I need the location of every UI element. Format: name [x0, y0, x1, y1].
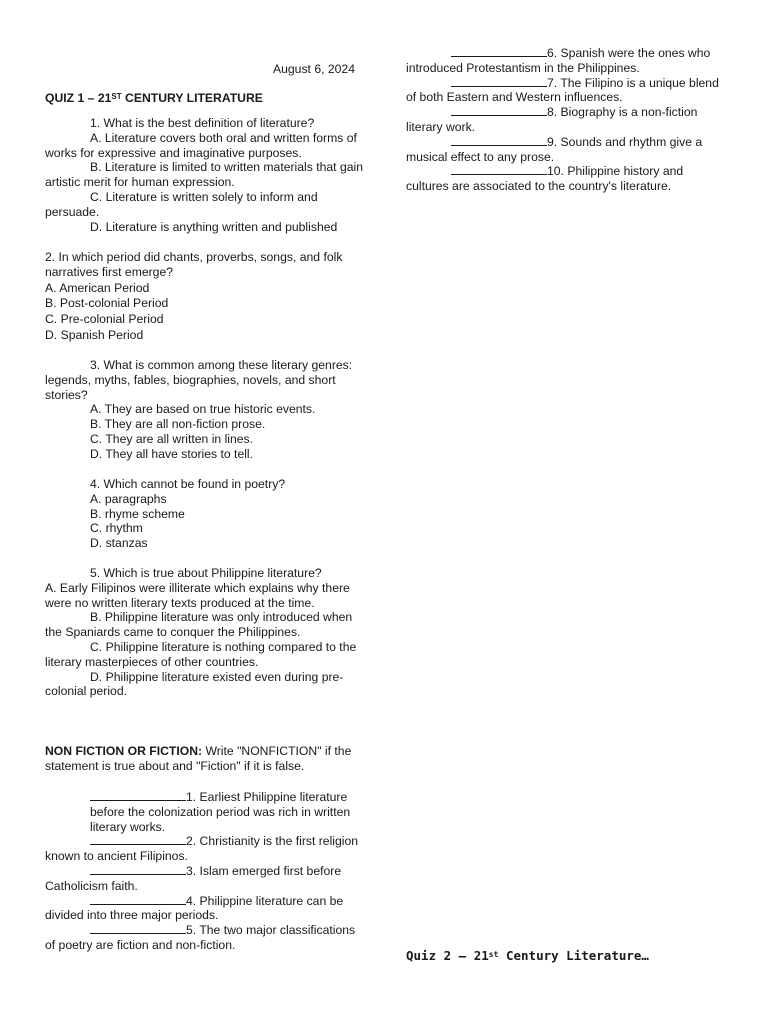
question-option: B. Philippine literature was only introduced when the Spaniards came to conquer the Philippines. [45, 610, 353, 640]
question-2 [45, 250, 363, 343]
question-3 [45, 358, 363, 462]
section-heading: NON FICTION OR FICTION: [45, 744, 203, 758]
question-option: B. Post-colonial Period [45, 296, 169, 311]
section-instructions [45, 744, 363, 774]
item-text: 2. Christianity is the first religion known to ancient Filipinos. [45, 834, 359, 864]
question-5 [45, 566, 363, 699]
question-option: C. Pre-colonial Period [45, 312, 164, 327]
answer-blank [451, 164, 547, 175]
next-quiz-title-prefix: Quiz 2 – 21 [406, 948, 489, 963]
answer-blank [451, 135, 547, 146]
item-text: 7. The Filipino is a unique blend of both Eastern and Western influences. [406, 75, 719, 105]
answer-blank [90, 790, 186, 801]
fill-in-item [406, 164, 724, 194]
answer-blank [451, 76, 547, 87]
question-option: A. Literature covers both oral and written forms of works for expressive and imaginative purposes. [45, 130, 357, 160]
answer-blank [451, 46, 547, 57]
question-option: D. stanzas [90, 536, 148, 551]
answer-blank [90, 894, 186, 905]
answer-blank [90, 834, 186, 845]
item-text: 5. The two major classifications of poetry are fiction and non-fiction. [45, 923, 356, 952]
item-text: 8. Biography is a non-fiction literary work. [406, 105, 698, 134]
fill-in-item [45, 790, 363, 834]
question-stem: 3. What is common among these literary genres: legends, myths, fables, biographies, novels, and short stories? [45, 358, 353, 402]
question-stem: 1. What is the best definition of literature? [90, 116, 315, 130]
fill-in-item [406, 135, 724, 165]
question-option: A. Early Filipinos were illiterate which explains why there were no written literary texts produced at the time. [45, 580, 350, 610]
fill-in-item [45, 894, 363, 924]
question-option: A. They are based on true historic events. [90, 402, 316, 417]
question-option: C. They are all written in lines. [90, 431, 254, 446]
quiz-title-suffix: CENTURY LITERATURE [121, 91, 263, 105]
question-option: A. American Period [45, 280, 150, 295]
question-option: A. paragraphs [90, 491, 167, 506]
item-text: 1. Earliest Philippine literature before the colonization period was rich in written literary works. [90, 790, 351, 834]
fill-in-item [45, 834, 363, 864]
question-option: D. Literature is anything written and published [90, 219, 338, 234]
document-date: August 6, 2024 [273, 62, 355, 76]
question-option: C. Literature is written solely to inform and persuade. [45, 189, 318, 219]
question-option: D. Spanish Period [45, 327, 144, 342]
next-quiz-title-sup: st [488, 950, 499, 959]
next-quiz-title-suffix: Century Literature… [498, 948, 649, 963]
answer-blank [90, 923, 186, 934]
fill-in-item [406, 76, 724, 106]
answer-blank [451, 105, 547, 116]
fill-in-item [45, 923, 363, 953]
question-option: B. Literature is limited to written materials that gain artistic merit for human expression. [45, 160, 363, 190]
fill-in-item [406, 46, 724, 76]
item-text: 3. Islam emerged first before Catholicism faith. [45, 863, 342, 893]
question-option: D. Philippine literature existed even during pre-colonial period. [45, 669, 344, 699]
fill-in-items-right [406, 46, 724, 194]
question-option: B. They are all non-fiction prose. [90, 417, 266, 432]
quiz-title-sup: ST [111, 92, 122, 101]
question-option: B. rhyme scheme [90, 506, 185, 521]
next-quiz-title [406, 949, 746, 964]
item-text: 4. Philippine literature can be divided into three major periods. [45, 893, 344, 923]
question-option: D. They all have stories to tell. [90, 446, 254, 461]
item-text: 6. Spanish were the ones who introduced Protestantism in the Philippines. [406, 46, 711, 75]
quiz-title [45, 91, 363, 106]
quiz-title-prefix: QUIZ 1 – 21 [45, 91, 112, 105]
answer-blank [90, 864, 186, 875]
question-stem: 2. In which period did chants, proverbs, songs, and folk narratives first emerge? [45, 250, 343, 279]
fill-in-items-left [45, 790, 363, 953]
question-option: C. Philippine literature is nothing compared to the literary masterpieces of other countries. [45, 639, 357, 669]
fill-in-item [45, 864, 363, 894]
question-stem: 5. Which is true about Philippine literature? [90, 566, 322, 580]
question-1 [45, 116, 363, 234]
section-instruction-text: Write "NONFICTION" if the statement is true about and "Fiction" if it is false. [45, 744, 352, 773]
fill-in-item [406, 105, 724, 135]
question-stem: 4. Which cannot be found in poetry? [90, 477, 286, 491]
item-text: 10. Philippine history and cultures are associated to the country's literature. [406, 164, 684, 194]
item-text: 9. Sounds and rhythm give a musical effect to any prose. [406, 134, 703, 164]
question-4 [45, 477, 363, 551]
question-option: C. rhythm [90, 521, 143, 536]
